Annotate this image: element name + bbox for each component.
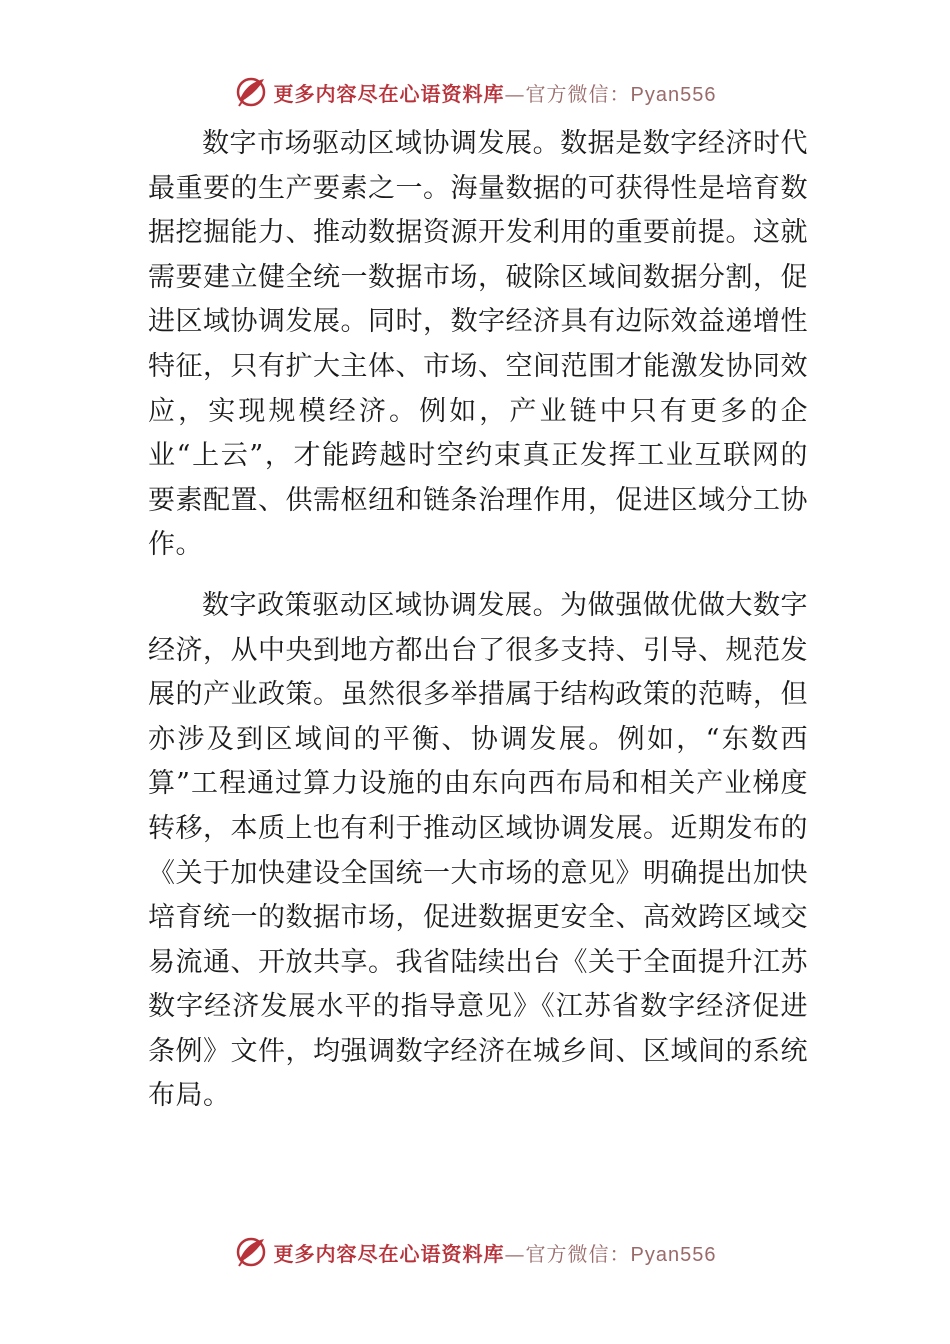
paragraph-digital-policy: 数字政策驱动区域协调发展。为做强做优做大数字经济，从中央到地方都出台了很多支持、引导、规范发展的产业政策。虽然很多举措属于结构政策的范畴，但亦涉及到区域间的平衡、协调发展。例如，“东数西算”工程通过算力设施的由东向西布局和相关产业梯度转移，本质上也有利于推动区域协调发展。近期发布的《关于加快建设全国统一大市场的意见》明确提出加快培育统一的数据市场，促进数据更安全、高效跨区域交易流通、开放共享。我省陆续出台《关于全面提升江苏数字经济发展水平的指导意见》《江苏省数字经济促进条例》文件，均强调数字经济在城乡间、区域间的系统布局。 xyxy=(148,589,808,1112)
pen-logo-icon xyxy=(234,75,268,109)
header-wechat-label: 官方微信： xyxy=(525,81,631,106)
paragraph-digital-market: 数字市场驱动区域协调发展。数据是数字经济时代最重要的生产要素之一。海量数据的可获得性是培育数据挖掘能力、推动数据资源开发利用的重要前提。这就需要建立健全统一数据市场，破除区域间数据分割，促进区域协调发展。同时，数字经济具有边际效益递增性特征，只有扩大主体、市场、空间范围才能激发协同效应，实现规模经济。例如，产业链中只有更多的企业“上云”，才能跨越时空约束真正发挥工业互联网的要素配置、供需枢纽和链条治理作用，促进区域分工协作。 xyxy=(148,128,808,561)
footer-wechat-label: 官方微信： xyxy=(525,1241,631,1266)
footer-text xyxy=(274,1238,717,1267)
footer-wechat-id: Pyan556 xyxy=(630,1243,717,1266)
footer-dash: — xyxy=(504,1241,526,1266)
footer-banner xyxy=(0,1232,950,1272)
header-site-text: 更多内容尽在心语资料库 xyxy=(273,81,505,106)
header-wechat-id: Pyan556 xyxy=(630,83,717,106)
document-body xyxy=(148,122,808,1135)
header-dash: — xyxy=(504,81,526,106)
pen-logo-icon xyxy=(234,1235,268,1269)
header-text xyxy=(274,78,717,107)
footer-site-text: 更多内容尽在心语资料库 xyxy=(273,1241,505,1266)
header-banner xyxy=(0,72,950,112)
